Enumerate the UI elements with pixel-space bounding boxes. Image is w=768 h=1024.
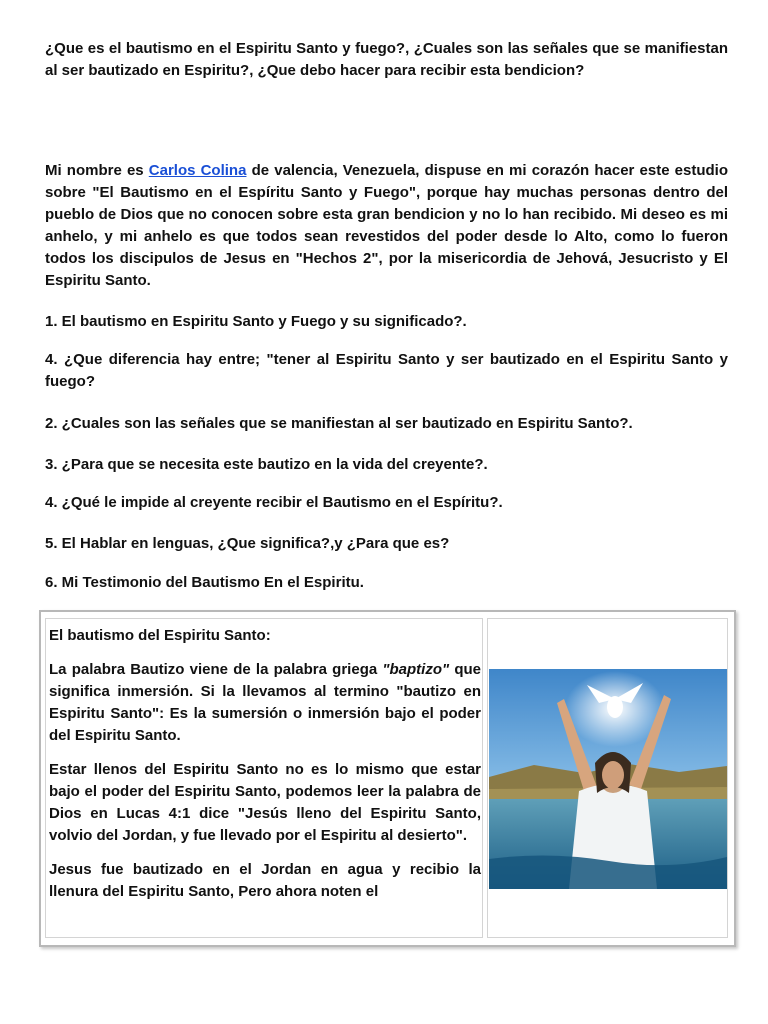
author-suffix: de valencia, Venezuela, dispuse en mi corazón hacer este estudio sobre "El Bautismo en el Espíritu Santo y Fuego", porque hay muchas personas dentro del pueblo de Dios que no conocen sobre esta gran bendicion y no lo han recibido. Mi deseo es mi anhelo, y mi anhelo es que todos sean revestidos del poder desde lo Alto, como lo fueron todos los discipulos de Jesus en "Hechos 2", por la misericordia de Jehová, Jesucristo y El Espiritu Santo. xyxy=(45,162,729,289)
p1-after: que significa inmersión. Si la llevamos al termino "bautizo en Espiritu Santo": Es la sumersión o inmersión bajo el poder del Espiritu Santo. xyxy=(49,661,481,744)
p1-before: La palabra Bautizo viene de la palabra griega xyxy=(49,661,383,678)
list-item: 3. ¿Para que se necesita este bautizo en la vida del creyente?. xyxy=(45,456,488,473)
list-item: 6. Mi Testimonio del Bautismo En el Espiritu. xyxy=(45,574,364,591)
box-paragraph-3: Jesus fue bautizado en el Jordan en agua y recibio la llenura del Espiritu Santo, Pero ahora noten el xyxy=(49,861,481,900)
author-prefix: Mi nombre es xyxy=(45,162,149,179)
author-paragraph xyxy=(45,160,728,292)
list-item: 2. ¿Cuales son las señales que se manifiestan al ser bautizado en Espiritu Santo?. xyxy=(45,415,633,432)
baptism-photo xyxy=(489,669,727,889)
baptism-table xyxy=(39,610,736,947)
list-item: 4. ¿Que diferencia hay entre; "tener al Espiritu Santo y ser bautizado en el Espiritu Santo y fuego? xyxy=(45,351,728,390)
box-paragraph-1 xyxy=(49,659,481,747)
box-paragraph-2: Estar llenos del Espiritu Santo no es lo mismo que estar bajo el poder del Espiritu Santo, podemos leer la palabra de Dios en Lucas 4:1 dice "Jesús lleno del Espiritu Santo, volvio del Jordan, y fue llevado por el Espiritu al desierto". xyxy=(49,761,481,844)
box-heading: El bautismo del Espiritu Santo: xyxy=(49,627,271,644)
intro-question: ¿Que es el bautismo en el Espiritu Santo y fuego?, ¿Cuales son las señales que se manifiestan al ser bautizado en Espiritu?, ¿Que debo hacer para recibir esta bendicion? xyxy=(45,40,728,79)
list-item: 1. El bautismo en Espiritu Santo y Fuego y su significado?. xyxy=(45,313,467,330)
baptism-image-cell xyxy=(487,618,728,938)
baptism-text-cell xyxy=(45,618,483,938)
author-name-link[interactable]: Carlos Colina xyxy=(148,162,247,179)
list-item: 5. El Hablar en lenguas, ¿Que significa?,y ¿Para que es? xyxy=(45,535,450,552)
p1-italic: "baptizo" xyxy=(382,661,450,678)
list-item: 4. ¿Qué le impide al creyente recibir el Bautismo en el Espíritu?. xyxy=(45,494,503,511)
